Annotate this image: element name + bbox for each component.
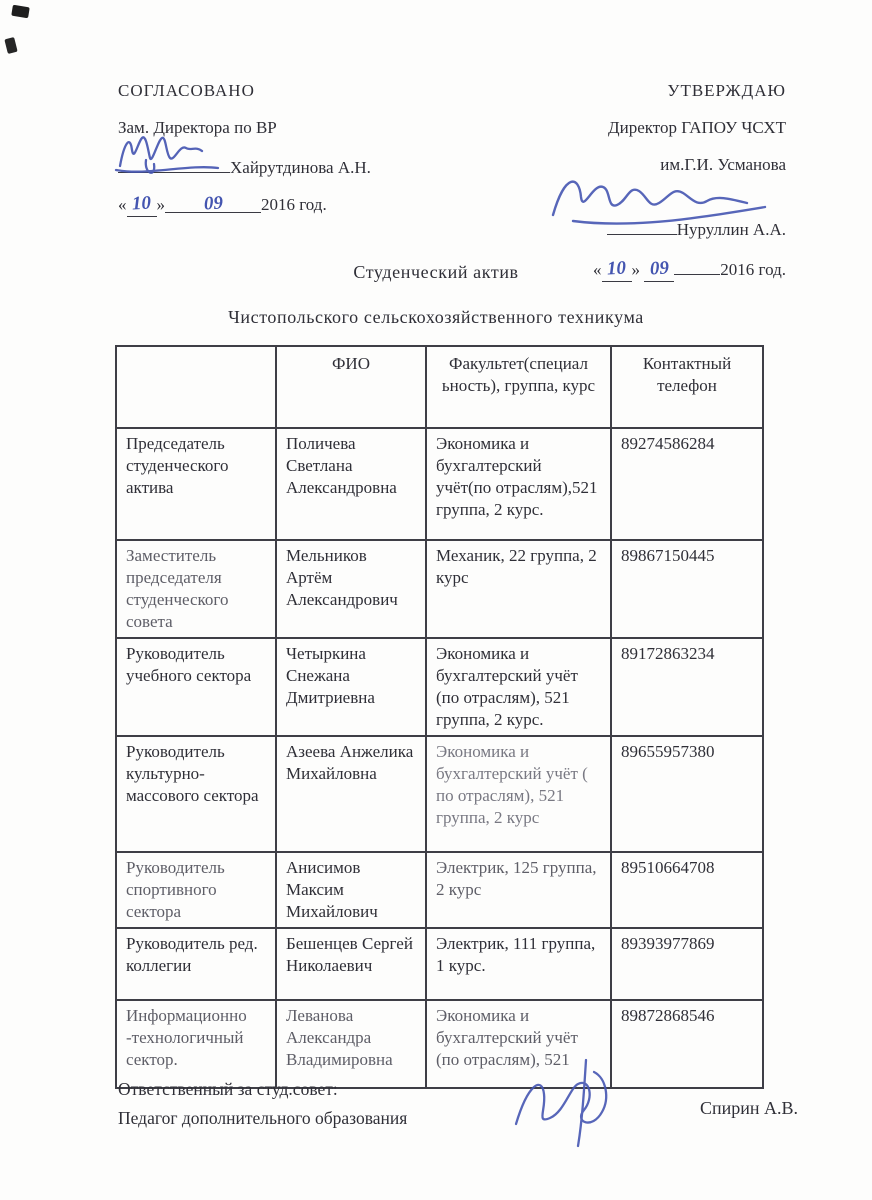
year-label: 2016 год. — [720, 260, 786, 279]
agreed-label: СОГЛАСОВАНО — [118, 81, 255, 100]
fio-cell: Мельников Артём Александрович — [276, 540, 426, 638]
scan-artifact — [11, 5, 30, 19]
document-subtitle: Чистопольского сельскохозяйственного техникума — [228, 307, 644, 327]
fio-cell: Четыркина Снежана Дмитриевна — [276, 638, 426, 736]
table-header-row — [116, 346, 763, 428]
phone-cell: 89393977869 — [611, 928, 763, 1000]
role-cell: Руководитель спортивного сектора — [116, 852, 276, 928]
signature-khairutdinova — [112, 126, 244, 180]
student-activists-table — [115, 345, 764, 1089]
role-cell: Руководитель ред. коллегии — [116, 928, 276, 1000]
khairutdinova-name: Хайрутдинова А.Н. — [230, 158, 371, 177]
approved-label: УТВЕРЖДАЮ — [667, 81, 786, 100]
header-faculty: Факультет(специал ьность), группа, курс — [426, 346, 611, 428]
document-title: Студенческий актив — [353, 262, 519, 282]
day-slot — [127, 194, 157, 217]
faculty-cell: Экономика и бухгалтерский учёт(по отраслям),521 группа, 2 курс. — [426, 428, 611, 540]
handwritten-day: 10 — [131, 192, 152, 215]
quote-open: « — [118, 195, 127, 214]
table-row — [116, 638, 763, 736]
month-slot — [165, 194, 261, 213]
fio-cell: Бешенцев Сергей Николаевич — [276, 928, 426, 1000]
table-row — [116, 540, 763, 638]
date-line-left — [118, 194, 448, 217]
signature-spirin — [498, 1052, 633, 1152]
deputy-director-role: Зам. Директора по ВР — [118, 118, 277, 137]
fio-cell: Анисимов Максим Михайлович — [276, 852, 426, 928]
handwritten-month: 09 — [202, 192, 224, 215]
phone-cell: 89274586284 — [611, 428, 763, 540]
table-row — [116, 1000, 763, 1088]
role-cell: Заместитель председателя студенческого совета — [116, 540, 276, 638]
handwritten-month: 09 — [649, 257, 670, 280]
quote-close: » — [156, 195, 165, 214]
signature-nurullin — [545, 163, 780, 235]
header-empty — [116, 346, 276, 428]
scan-artifact — [4, 37, 17, 54]
fio-cell: Поличева Светлана Александровна — [276, 428, 426, 540]
fio-cell: Азеева Анжелика Михайловна — [276, 736, 426, 852]
table-row — [116, 852, 763, 928]
header-fio: ФИО — [276, 346, 426, 428]
handwritten-day: 10 — [606, 257, 627, 280]
responsible-label: Ответственный за студ.совет: — [118, 1079, 338, 1099]
quote-open: « — [593, 260, 602, 279]
org-name: им.Г.И. Усманова — [660, 155, 786, 174]
faculty-cell: Экономика и бухгалтерский учёт ( по отраслям), 521 группа, 2 курс — [426, 736, 611, 852]
phone-cell: 89510664708 — [611, 852, 763, 928]
phone-cell: 89655957380 — [611, 736, 763, 852]
role-cell: Председатель студенческого актива — [116, 428, 276, 540]
phone-cell: 89172863234 — [611, 638, 763, 736]
faculty-cell: Экономика и бухгалтерский учёт (по отраслям), 521 группа, 2 курс. — [426, 638, 611, 736]
year-label: 2016 год. — [261, 195, 327, 214]
nurullin-name: Нуруллин А.А. — [676, 220, 786, 239]
faculty-cell: Механик, 22 группа, 2 курс — [426, 540, 611, 638]
fio-cell: Леванова Александра Владимировна — [276, 1000, 426, 1088]
faculty-cell: Электрик, 125 группа, 2 курс — [426, 852, 611, 928]
quote-close: » — [631, 260, 641, 279]
phone-cell: 89872868546 — [611, 1000, 763, 1088]
table-row — [116, 428, 763, 540]
table-row — [116, 928, 763, 1000]
faculty-cell: Электрик, 111 группа, 1 курс. — [426, 928, 611, 1000]
role-cell: Руководитель культурно-массового сектора — [116, 736, 276, 852]
table-row — [116, 736, 763, 852]
pedagog-label: Педагог дополнительного образования — [118, 1108, 408, 1128]
director-role: Директор ГАПОУ ЧСХТ — [608, 118, 786, 137]
role-cell: Руководитель учебного сектора — [116, 638, 276, 736]
header-phone: Контактный телефон — [611, 346, 763, 428]
spirin-name: Спирин А.В. — [700, 1098, 799, 1118]
phone-cell: 89867150445 — [611, 540, 763, 638]
role-cell: Информационно -технологичный сектор. — [116, 1000, 276, 1088]
faculty-text-clipped: Экономика и бухгалтерский учёт (по отраслям), 521 — [436, 1006, 578, 1069]
